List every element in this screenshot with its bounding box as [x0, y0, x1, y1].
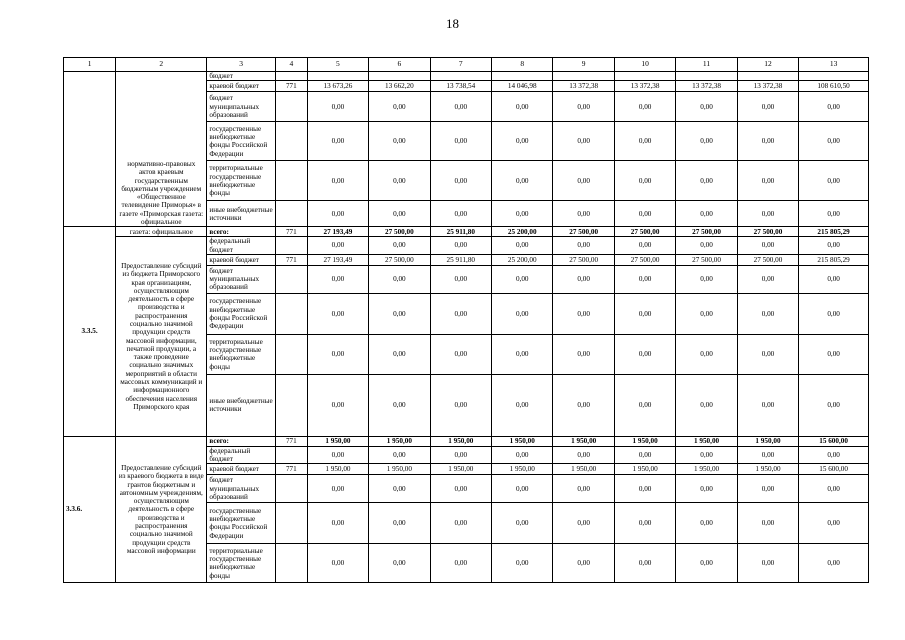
funding-source-cell: иные внебюджетные источники — [207, 201, 276, 227]
funding-source-cell: всего: — [207, 436, 276, 446]
amount-cell: 0,00 — [676, 544, 737, 583]
amount-cell: 1 950,00 — [430, 436, 491, 446]
amount-cell — [614, 72, 675, 81]
item-code-cell: 3.3.6. — [64, 436, 116, 583]
amount-cell: 0,00 — [492, 201, 553, 227]
amount-cell: 1 950,00 — [553, 464, 614, 475]
amount-cell: 0,00 — [799, 92, 869, 122]
amount-cell: 0,00 — [614, 334, 675, 374]
amount-cell: 0,00 — [676, 201, 737, 227]
amount-cell: 0,00 — [369, 475, 430, 503]
amount-cell: 0,00 — [492, 293, 553, 334]
amount-cell: 0,00 — [553, 374, 614, 436]
amount-cell: 27 500,00 — [737, 254, 798, 265]
funding-source-cell: бюджет муниципальных образований — [207, 265, 276, 293]
amount-cell: 0,00 — [799, 237, 869, 255]
header-cell: 4 — [275, 58, 307, 72]
amount-cell: 0,00 — [737, 201, 798, 227]
amount-cell: 0,00 — [676, 446, 737, 464]
funding-source-cell: бюджет — [207, 72, 276, 81]
amount-cell: 27 500,00 — [369, 254, 430, 265]
amount-cell: 0,00 — [430, 161, 491, 201]
amount-cell: 0,00 — [553, 503, 614, 544]
amount-cell: 108 610,50 — [799, 81, 869, 92]
amount-cell — [492, 72, 553, 81]
amount-cell: 13 673,26 — [307, 81, 368, 92]
header-cell: 2 — [116, 58, 207, 72]
amount-cell: 1 950,00 — [737, 464, 798, 475]
amount-cell: 0,00 — [369, 446, 430, 464]
amount-cell: 0,00 — [614, 201, 675, 227]
amount-cell: 25 911,80 — [430, 254, 491, 265]
funding-source-cell: государственные внебюджетные фонды Российской Федерации — [207, 503, 276, 544]
amount-cell: 0,00 — [307, 503, 368, 544]
amount-cell: 0,00 — [676, 334, 737, 374]
amount-cell: 0,00 — [430, 122, 491, 161]
amount-cell: 0,00 — [307, 334, 368, 374]
amount-cell: 0,00 — [799, 544, 869, 583]
amount-cell: 0,00 — [492, 161, 553, 201]
amount-cell: 13 372,38 — [676, 81, 737, 92]
item-description-cell: Предоставление субсидий из бюджета Приморского края организациям, осуществляющим деятельность в сфере производства и распространения социально значимой продукции средств массовой информации, печатной продукции, а также проведение социально значимых мероприятий в области массовых коммуникаций и информационного обеспечения населения Приморского края — [116, 237, 207, 437]
table-row — [64, 227, 869, 237]
amount-cell: 0,00 — [307, 475, 368, 503]
amount-cell: 0,00 — [430, 374, 491, 436]
amount-cell: 0,00 — [799, 201, 869, 227]
amount-cell: 0,00 — [799, 446, 869, 464]
amount-cell: 14 046,98 — [492, 81, 553, 92]
amount-cell: 1 950,00 — [307, 436, 368, 446]
funding-source-cell: краевой бюджет — [207, 464, 276, 475]
amount-cell: 0,00 — [492, 122, 553, 161]
amount-cell: 0,00 — [430, 446, 491, 464]
amount-cell: 1 950,00 — [430, 464, 491, 475]
amount-cell: 0,00 — [676, 374, 737, 436]
amount-cell — [553, 72, 614, 81]
amount-cell: 1 950,00 — [676, 464, 737, 475]
amount-cell: 0,00 — [799, 475, 869, 503]
amount-cell: 25 200,00 — [492, 227, 553, 237]
amount-cell: 27 500,00 — [614, 227, 675, 237]
header-cell: 1 — [64, 58, 116, 72]
amount-cell: 0,00 — [614, 161, 675, 201]
funding-source-cell: федеральный бюджет — [207, 237, 276, 255]
amount-cell: 0,00 — [614, 237, 675, 255]
funding-source-cell: краевой бюджет — [207, 254, 276, 265]
amount-cell: 0,00 — [307, 374, 368, 436]
amount-cell: 0,00 — [307, 161, 368, 201]
amount-cell: 0,00 — [369, 161, 430, 201]
budget-code-cell — [275, 374, 307, 436]
amount-cell: 1 950,00 — [614, 436, 675, 446]
budget-code-cell: 771 — [275, 464, 307, 475]
amount-cell: 0,00 — [492, 544, 553, 583]
item-description-cell: Предоставление субсидий из краевого бюджета в виде грантов бюджетным и автономным учреждениям, осуществляющим деятельность в сфере производства и распространения социально значимой продукции средств массовой информации — [116, 436, 207, 583]
funding-source-cell: территориальные государственные внебюджетные фонды — [207, 544, 276, 583]
amount-cell: 27 500,00 — [676, 227, 737, 237]
amount-cell: 1 950,00 — [676, 436, 737, 446]
amount-cell: 0,00 — [430, 293, 491, 334]
amount-cell: 13 662,20 — [369, 81, 430, 92]
budget-code-cell: 771 — [275, 436, 307, 446]
amount-cell: 0,00 — [799, 293, 869, 334]
amount-cell — [676, 72, 737, 81]
amount-cell: 0,00 — [799, 503, 869, 544]
funding-source-cell: иные внебюджетные источники — [207, 374, 276, 436]
page-number: 18 — [446, 16, 459, 31]
funding-source-cell: территориальные государственные внебюджетные фонды — [207, 161, 276, 201]
amount-cell: 0,00 — [369, 122, 430, 161]
amount-cell: 0,00 — [492, 475, 553, 503]
header-cell: 5 — [307, 58, 368, 72]
amount-cell: 0,00 — [553, 475, 614, 503]
budget-code-cell — [275, 92, 307, 122]
budget-code-cell — [275, 265, 307, 293]
header-cell: 6 — [369, 58, 430, 72]
amount-cell: 27 500,00 — [369, 227, 430, 237]
amount-cell: 0,00 — [553, 92, 614, 122]
amount-cell: 0,00 — [430, 334, 491, 374]
amount-cell: 27 500,00 — [553, 254, 614, 265]
amount-cell: 0,00 — [430, 544, 491, 583]
amount-cell: 0,00 — [369, 503, 430, 544]
amount-cell: 13 372,38 — [614, 81, 675, 92]
item-code-cell — [64, 72, 116, 227]
amount-cell: 0,00 — [307, 122, 368, 161]
amount-cell: 0,00 — [430, 92, 491, 122]
amount-cell: 0,00 — [553, 122, 614, 161]
amount-cell: 0,00 — [737, 161, 798, 201]
funding-source-cell: бюджет муниципальных образований — [207, 475, 276, 503]
amount-cell: 0,00 — [430, 475, 491, 503]
amount-cell: 0,00 — [737, 503, 798, 544]
amount-cell: 0,00 — [737, 237, 798, 255]
funding-source-cell: территориальные государственные внебюджетные фонды — [207, 334, 276, 374]
budget-code-cell: 771 — [275, 227, 307, 237]
amount-cell: 1 950,00 — [614, 464, 675, 475]
item-description-head: газета: официальное — [116, 227, 207, 237]
table-row — [64, 237, 869, 255]
amount-cell: 0,00 — [492, 92, 553, 122]
amount-cell: 0,00 — [553, 334, 614, 374]
amount-cell: 0,00 — [737, 446, 798, 464]
amount-cell: 0,00 — [492, 446, 553, 464]
amount-cell — [369, 72, 430, 81]
amount-cell: 0,00 — [737, 334, 798, 374]
header-cell: 13 — [799, 58, 869, 72]
funding-source-cell: краевой бюджет — [207, 81, 276, 92]
amount-cell: 1 950,00 — [307, 464, 368, 475]
amount-cell: 0,00 — [737, 92, 798, 122]
table-row — [64, 72, 869, 81]
amount-cell: 0,00 — [307, 237, 368, 255]
amount-cell: 0,00 — [369, 293, 430, 334]
amount-cell: 0,00 — [369, 265, 430, 293]
amount-cell: 0,00 — [307, 446, 368, 464]
amount-cell: 215 805,29 — [799, 227, 869, 237]
amount-cell: 1 950,00 — [369, 464, 430, 475]
amount-cell: 0,00 — [799, 122, 869, 161]
item-description-cell: нормативно-правовых актов краевым государственным бюджетным учреждением «Общественное телевидение Приморья» в газете «Приморская газета: официальное — [116, 72, 207, 227]
header-cell: 3 — [207, 58, 276, 72]
amount-cell: 0,00 — [737, 293, 798, 334]
amount-cell: 0,00 — [614, 374, 675, 436]
amount-cell: 0,00 — [430, 503, 491, 544]
amount-cell: 0,00 — [676, 237, 737, 255]
amount-cell: 0,00 — [676, 503, 737, 544]
amount-cell: 0,00 — [737, 122, 798, 161]
amount-cell: 0,00 — [737, 544, 798, 583]
amount-cell: 0,00 — [307, 201, 368, 227]
amount-cell: 0,00 — [614, 92, 675, 122]
amount-cell: 0,00 — [307, 293, 368, 334]
budget-code-cell — [275, 503, 307, 544]
amount-cell: 27 193,49 — [307, 254, 368, 265]
amount-cell: 0,00 — [492, 265, 553, 293]
table-body — [64, 72, 869, 583]
amount-cell: 0,00 — [492, 237, 553, 255]
amount-cell — [799, 72, 869, 81]
amount-cell: 0,00 — [553, 293, 614, 334]
amount-cell: 0,00 — [799, 265, 869, 293]
amount-cell: 0,00 — [799, 161, 869, 201]
amount-cell: 0,00 — [614, 503, 675, 544]
amount-cell: 0,00 — [676, 265, 737, 293]
amount-cell — [737, 72, 798, 81]
amount-cell: 0,00 — [614, 122, 675, 161]
amount-cell: 0,00 — [307, 544, 368, 583]
budget-code-cell — [275, 544, 307, 583]
header-cell: 7 — [430, 58, 491, 72]
amount-cell: 0,00 — [553, 237, 614, 255]
amount-cell: 0,00 — [676, 92, 737, 122]
budget-code-cell — [275, 237, 307, 255]
amount-cell: 1 950,00 — [492, 464, 553, 475]
amount-cell: 0,00 — [369, 237, 430, 255]
amount-cell: 0,00 — [369, 92, 430, 122]
amount-cell: 27 500,00 — [614, 254, 675, 265]
amount-cell: 1 950,00 — [737, 436, 798, 446]
budget-code-cell — [275, 334, 307, 374]
header-cell: 11 — [676, 58, 737, 72]
amount-cell: 0,00 — [307, 92, 368, 122]
header-cell: 9 — [553, 58, 614, 72]
amount-cell: 1 950,00 — [492, 436, 553, 446]
amount-cell: 0,00 — [553, 544, 614, 583]
amount-cell: 13 372,38 — [737, 81, 798, 92]
amount-cell: 0,00 — [614, 265, 675, 293]
amount-cell: 0,00 — [614, 446, 675, 464]
amount-cell: 27 193,49 — [307, 227, 368, 237]
amount-cell: 0,00 — [614, 293, 675, 334]
amount-cell: 27 500,00 — [553, 227, 614, 237]
amount-cell: 0,00 — [737, 374, 798, 436]
funding-source-cell: федеральный бюджет — [207, 446, 276, 464]
amount-cell: 0,00 — [676, 475, 737, 503]
budget-code-cell — [275, 122, 307, 161]
amount-cell: 0,00 — [307, 265, 368, 293]
amount-cell: 0,00 — [614, 475, 675, 503]
amount-cell: 0,00 — [737, 265, 798, 293]
amount-cell: 15 600,00 — [799, 464, 869, 475]
budget-code-cell: 771 — [275, 81, 307, 92]
amount-cell: 27 500,00 — [676, 254, 737, 265]
amount-cell: 0,00 — [676, 161, 737, 201]
amount-cell: 0,00 — [369, 544, 430, 583]
budget-code-cell — [275, 201, 307, 227]
amount-cell: 0,00 — [553, 265, 614, 293]
amount-cell: 0,00 — [430, 201, 491, 227]
amount-cell: 0,00 — [492, 374, 553, 436]
funding-source-cell: бюджет муниципальных образований — [207, 92, 276, 122]
amount-cell: 0,00 — [676, 122, 737, 161]
budget-code-cell — [275, 161, 307, 201]
budget-code-cell — [275, 475, 307, 503]
amount-cell: 0,00 — [430, 237, 491, 255]
amount-cell: 0,00 — [799, 374, 869, 436]
amount-cell: 27 500,00 — [737, 227, 798, 237]
budget-code-cell — [275, 72, 307, 81]
amount-cell: 0,00 — [369, 334, 430, 374]
item-code-cell: 3.3.5. — [64, 227, 116, 437]
funding-source-cell: государственные внебюджетные фонды Российской Федерации — [207, 122, 276, 161]
amount-cell — [307, 72, 368, 81]
amount-cell: 0,00 — [737, 475, 798, 503]
amount-cell: 0,00 — [553, 161, 614, 201]
funding-source-cell: всего: — [207, 227, 276, 237]
amount-cell: 1 950,00 — [369, 436, 430, 446]
amount-cell: 13 738,54 — [430, 81, 491, 92]
header-cell: 10 — [614, 58, 675, 72]
amount-cell: 0,00 — [799, 334, 869, 374]
table-row — [64, 436, 869, 446]
amount-cell: 15 600,00 — [799, 436, 869, 446]
amount-cell: 0,00 — [492, 503, 553, 544]
amount-cell: 25 200,00 — [492, 254, 553, 265]
amount-cell: 1 950,00 — [553, 436, 614, 446]
funding-source-cell: государственные внебюджетные фонды Российской Федерации — [207, 293, 276, 334]
amount-cell: 13 372,38 — [553, 81, 614, 92]
header-cell: 12 — [737, 58, 798, 72]
amount-cell: 215 805,29 — [799, 254, 869, 265]
amount-cell — [430, 72, 491, 81]
amount-cell: 0,00 — [676, 293, 737, 334]
budget-code-cell — [275, 293, 307, 334]
amount-cell: 0,00 — [553, 446, 614, 464]
amount-cell: 0,00 — [553, 201, 614, 227]
budget-code-cell — [275, 446, 307, 464]
amount-cell: 0,00 — [369, 201, 430, 227]
budget-table — [63, 57, 869, 583]
budget-code-cell: 771 — [275, 254, 307, 265]
header-row — [64, 58, 869, 72]
amount-cell: 0,00 — [492, 334, 553, 374]
amount-cell: 25 911,80 — [430, 227, 491, 237]
amount-cell: 0,00 — [369, 374, 430, 436]
amount-cell: 0,00 — [614, 544, 675, 583]
header-cell: 8 — [492, 58, 553, 72]
amount-cell: 0,00 — [430, 265, 491, 293]
